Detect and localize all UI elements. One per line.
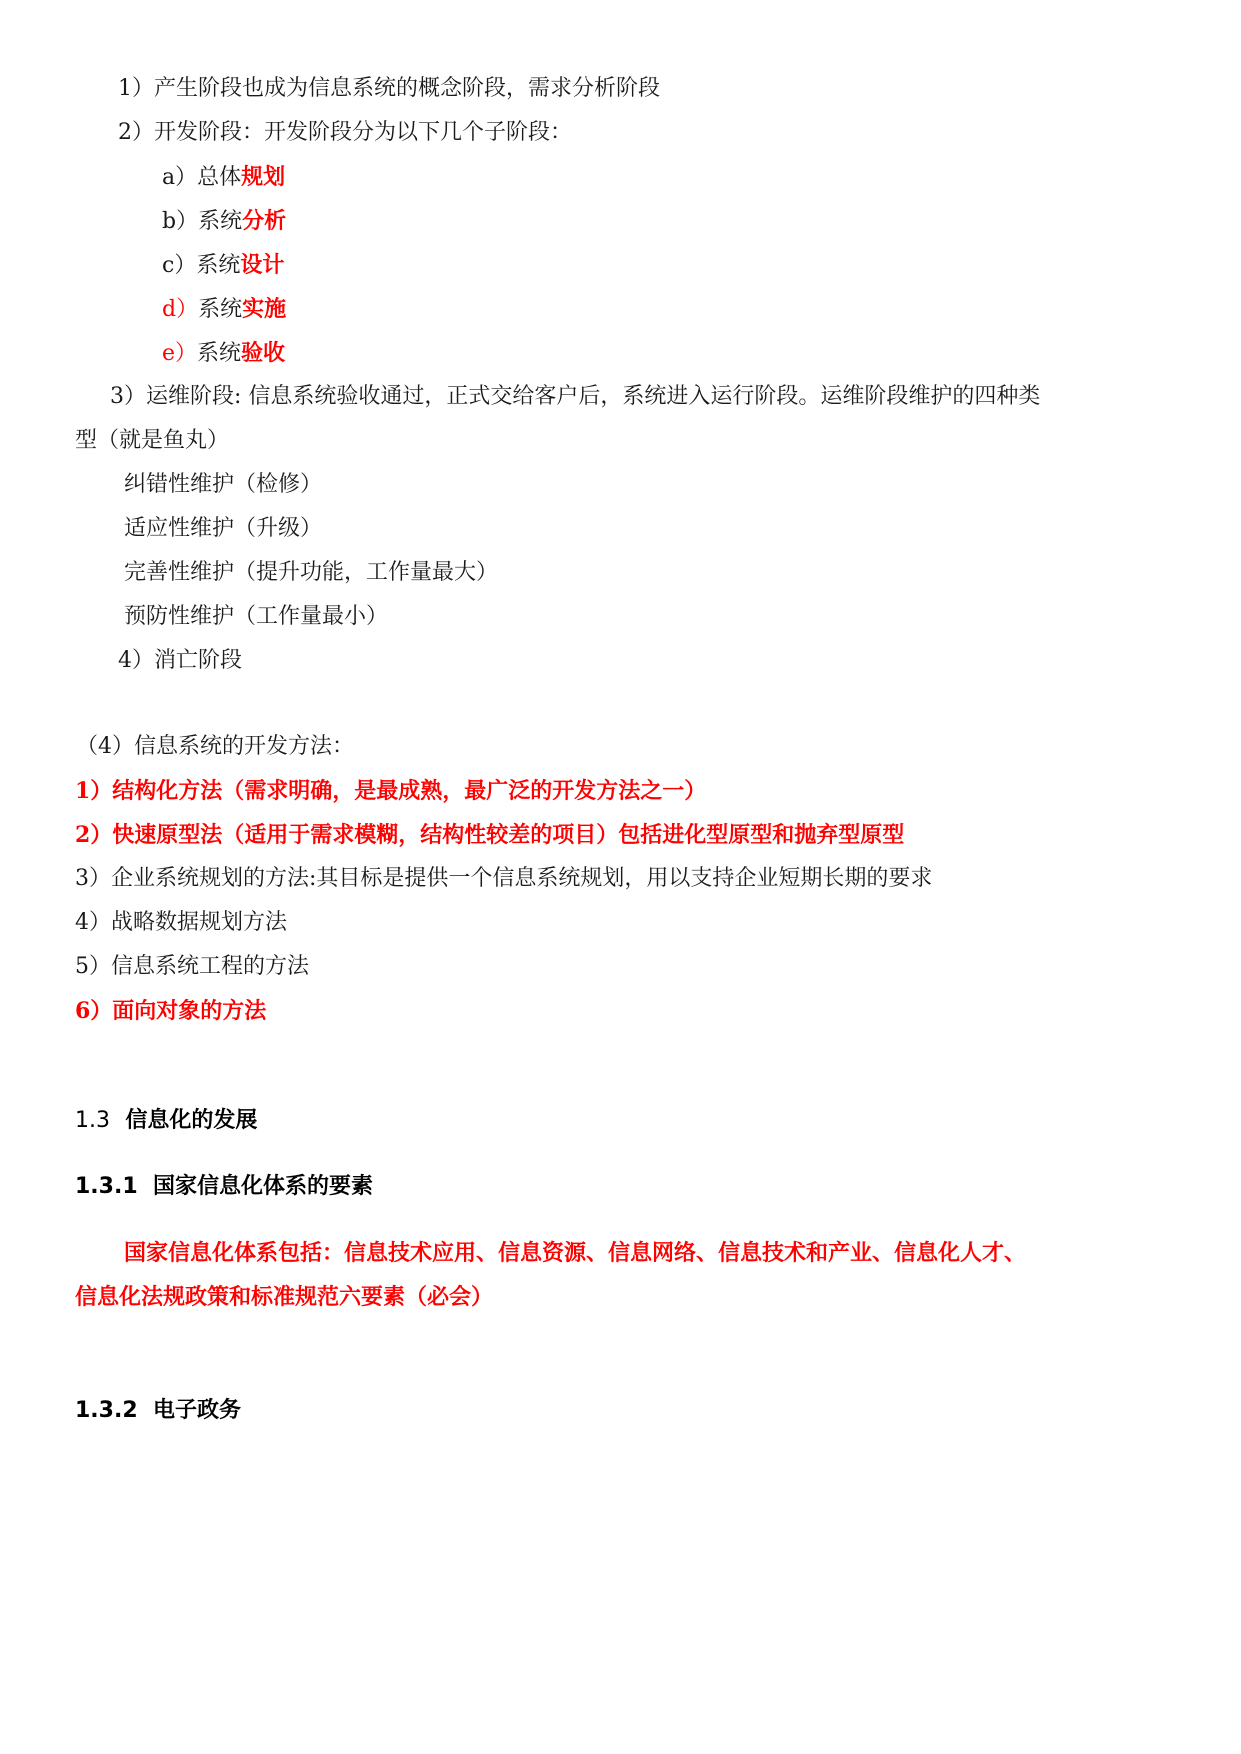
substage-e [162,338,285,369]
substage-a [162,162,285,193]
substage-prefix: 总体 [197,165,242,190]
section-title: 电子政务 [152,1398,241,1423]
section-1-3-1-paragraph-line1: 国家信息化体系包括：信息技术应用、信息资源、信息网络、信息技术和产业、信息化人才、 [124,1240,1027,1266]
section-heading-1-3-2 [75,1396,241,1426]
methods-heading: （4）信息系统的开发方法： [76,734,354,759]
substage-emphasis: 设计 [240,252,285,278]
section-number: 1.3 [75,1108,110,1133]
method-item: 6）面向对象的方法 [75,998,267,1024]
section-title: 信息化的发展 [125,1108,258,1133]
maintenance-type: 纠错性维护（检修） [124,472,323,497]
substage-emphasis: 规划 [241,164,286,190]
section-heading-1-3 [75,1106,257,1136]
method-item: 3）企业系统规划的方法:其目标是提供一个信息系统规划，用以支持企业短期长期的要求 [75,866,933,891]
section-heading-1-3-1 [75,1172,373,1202]
substage-b [162,206,286,237]
stage-item-4: 4）消亡阶段 [118,648,242,673]
substage-c [162,250,284,281]
stage-item-3-line2: 型（就是鱼丸） [75,428,230,453]
substage-emphasis: 分析 [242,208,287,234]
substage-marker: c） [162,253,197,278]
substage-prefix: 系统 [198,297,243,322]
substage-prefix: 系统 [197,341,242,366]
method-item: 4）战略数据规划方法 [75,910,287,935]
stage-item-3-line1: 3）运维阶段: 信息系统验收通过，正式交给客户后，系统进入运行阶段。运维阶段维护的四种类 [110,384,1041,409]
maintenance-type: 预防性维护（工作量最小） [124,604,389,629]
method-item: 2）快速原型法（适用于需求模糊，结构性较差的项目）包括进化型原型和抛弃型原型 [75,822,905,848]
substage-prefix: 系统 [198,209,243,234]
maintenance-type: 适应性维护（升级） [124,516,323,541]
method-item: 1）结构化方法（需求明确，是最成熟，最广泛的开发方法之一） [75,778,707,804]
section-1-3-1-paragraph-line2: 信息化法规政策和标准规范六要素（必会） [75,1284,494,1310]
section-title: 国家信息化体系的要素 [152,1174,373,1199]
substage-prefix: 系统 [196,253,241,278]
section-number: 1.3.1 [75,1174,138,1199]
method-item: 5）信息系统工程的方法 [75,954,309,979]
section-number: 1.3.2 [75,1398,138,1423]
substage-marker: a） [162,165,198,190]
stage-item-1: 1）产生阶段也成为信息系统的概念阶段，需求分析阶段 [118,76,660,101]
substage-marker: d） [162,297,199,322]
substage-marker: e） [162,341,198,366]
substage-emphasis: 验收 [241,340,286,366]
substage-emphasis: 实施 [242,296,287,322]
substage-d [162,294,286,325]
maintenance-type: 完善性维护（提升功能，工作量最大） [124,560,499,585]
stage-item-2: 2）开发阶段：开发阶段分为以下几个子阶段： [118,120,572,145]
substage-marker: b） [162,209,199,234]
